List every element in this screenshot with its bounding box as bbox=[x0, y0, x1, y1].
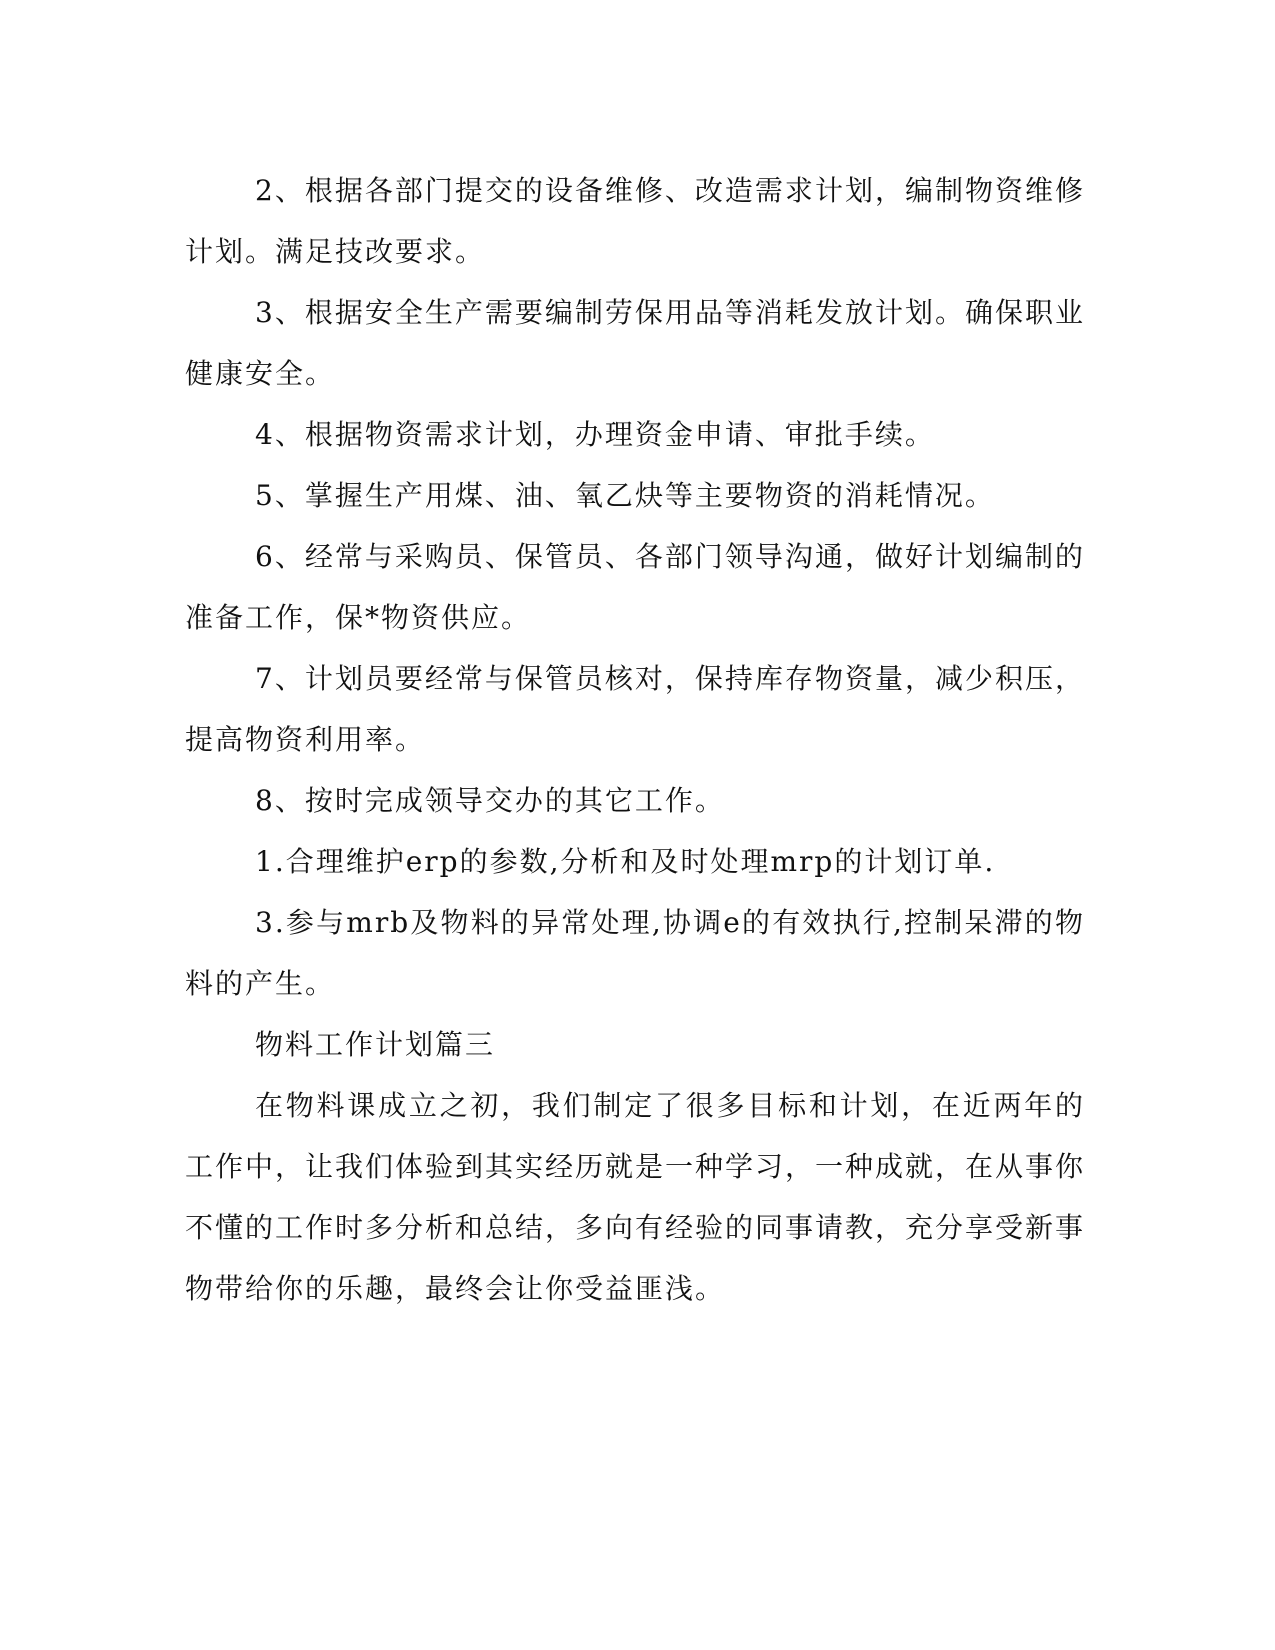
paragraph-item-6: 6、经常与采购员、保管员、各部门领导沟通，做好计划编制的准备工作，保*物资供应。 bbox=[185, 540, 1085, 634]
paragraph-erp-1: 1.合理维护erp的参数,分析和及时处理mrp的计划订单. bbox=[255, 845, 996, 878]
paragraph-mrb-3: 3.参与mrb及物料的异常处理,协调e的有效执行,控制呆滞的物料的产生。 bbox=[185, 906, 1085, 1000]
paragraph-section-three: 在物料课成立之初，我们制定了很多目标和计划，在近两年的工作中，让我们体验到其实经历就是一种学习，一种成就，在从事你不懂的工作时多分析和总结，多向有经验的同事请教，充分享受新事物带给你的乐趣，最终会让你受益匪浅。 bbox=[185, 1089, 1086, 1305]
document-body bbox=[185, 160, 1085, 1319]
paragraph-item-7: 7、计划员要经常与保管员核对，保持库存物资量，减少积压，提高物资利用率。 bbox=[185, 662, 1085, 756]
paragraph-item-8: 8、按时完成领导交办的其它工作。 bbox=[255, 784, 725, 817]
section-heading: 物料工作计划篇三 bbox=[255, 1028, 496, 1061]
paragraph-item-2: 2、根据各部门提交的设备维修、改造需求计划，编制物资维修计划。满足技改要求。 bbox=[185, 174, 1085, 268]
paragraph-item-4: 4、根据物资需求计划，办理资金申请、审批手续。 bbox=[255, 418, 935, 451]
paragraph-item-3: 3、根据安全生产需要编制劳保用品等消耗发放计划。确保职业健康安全。 bbox=[185, 296, 1085, 390]
paragraph-item-5: 5、掌握生产用煤、油、氧乙炔等主要物资的消耗情况。 bbox=[255, 479, 995, 512]
